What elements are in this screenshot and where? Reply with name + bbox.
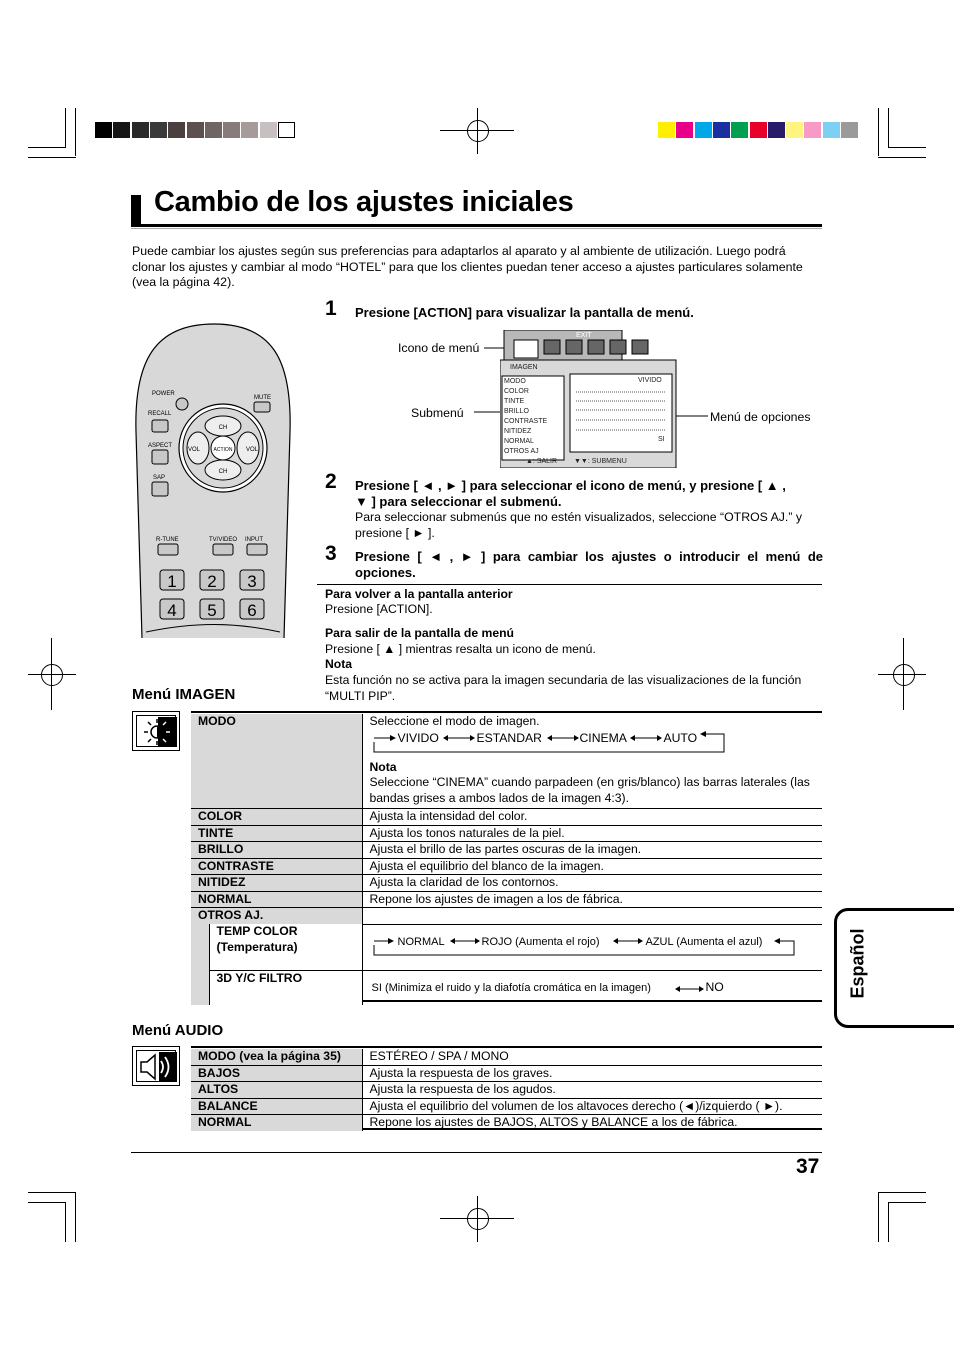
table-row (191, 1098, 822, 1115)
table-row (191, 1049, 822, 1065)
speaker-icon (136, 1050, 176, 1082)
audio-row-key: BALANCE (191, 1098, 362, 1115)
imagen-filtro-key: 3D Y/C FILTRO (209, 971, 362, 1006)
step-2-heading-line1: Presione [ ◄ , ► ] para seleccionar el icono de menú, y presione [ ▲ , (355, 478, 786, 493)
gray-swatch (260, 122, 277, 138)
imagen-table-top-rule (191, 711, 822, 713)
gray-swatch (132, 122, 149, 138)
osd-item: CONTRASTE (504, 418, 548, 425)
remote-sap-label: SAP (153, 475, 166, 481)
table-row (191, 809, 822, 826)
osd-footer-exit: ▲: SALIR (526, 458, 558, 465)
imagen-modo-desc: Seleccione el modo de imagen. (369, 714, 540, 728)
imagen-row-key: COLOR (191, 809, 362, 826)
table-row (191, 858, 822, 875)
imagen-row-value: Ajusta el equilibrio del blanco de la imagen. (362, 858, 822, 875)
color-swatch (841, 122, 858, 138)
osd-item: NITIDEZ (504, 428, 532, 435)
color-swatch (823, 122, 840, 138)
audio-table-top-rule (191, 1046, 822, 1048)
note-salir-body: Presione [ ▲ ] mientras resalta un icono de menú. (325, 642, 596, 656)
osd-value: VIVIDO (638, 377, 662, 384)
osd-value-si: SI (658, 436, 665, 443)
color-swatch (786, 122, 803, 138)
osd-item: BRILLO (504, 408, 529, 415)
imagen-temp-key-line1: TEMP COLOR (216, 924, 298, 938)
imagen-row-value: Ajusta los tonos naturales de la piel. (362, 825, 822, 842)
table-row (191, 908, 822, 925)
flow-auto: AUTO (663, 730, 698, 745)
table-row (191, 842, 822, 859)
gray-swatch (150, 122, 167, 138)
imagen-otros-value (362, 908, 822, 925)
imagen-heading: Menú IMAGEN (132, 686, 236, 703)
imagen-otros-key: OTROS AJ. (191, 908, 362, 925)
remote-vol-left-label: VOL (187, 447, 201, 453)
audio-icon-box (132, 1046, 180, 1086)
remote-rtune-label: R-TUNE (156, 537, 179, 543)
label-icono-menu: Icono de menú (398, 341, 480, 355)
step-3-number: 3 (325, 542, 337, 565)
remote-key-6: 6 (247, 601, 257, 620)
table-row (191, 971, 822, 1006)
language-tab-label: Español (847, 928, 868, 999)
step-2-heading (355, 478, 825, 510)
flow-cinema: CINEMA (579, 730, 627, 745)
osd-menu-screen (500, 330, 678, 468)
color-swatch (676, 122, 693, 138)
temp-normal: NORMAL (397, 935, 445, 948)
audio-row-key: ALTOS (191, 1082, 362, 1099)
imagen-temp-key-line2: (Temperatura) (216, 939, 298, 954)
table-row (191, 714, 822, 809)
flow-vivido: VIVIDO (397, 730, 439, 745)
table-row (191, 875, 822, 892)
osd-exit: EXIT (576, 332, 592, 339)
note-volver-heading: Para volver a la pantalla anterior (325, 587, 513, 601)
audio-row-value: Ajusta la respuesta de los agudos. (362, 1082, 822, 1099)
color-swatch (804, 122, 821, 138)
note-body: Esta función no se activa para la imagen secundaria de las visualizaciones de la función “MULTI PIP”. (325, 673, 802, 703)
table-row (191, 924, 822, 971)
audio-table (191, 1049, 822, 1131)
picture-icon (136, 715, 176, 747)
audio-row-key: MODO (vea la página 35) (191, 1049, 362, 1065)
imagen-modo-note-heading: Nota (369, 759, 397, 774)
label-menu-opciones: Menú de opciones (710, 410, 811, 424)
gray-swatch (95, 122, 112, 138)
imagen-table (191, 714, 822, 1005)
temp-rojo: ROJO (Aumenta el rojo) (481, 935, 600, 948)
gray-swatch (187, 122, 204, 138)
imagen-filtro-value (362, 971, 822, 1006)
flow-estandar: ESTANDAR (476, 730, 542, 745)
color-swatch (731, 122, 748, 138)
color-swatch (750, 122, 767, 138)
gray-swatch (168, 122, 185, 138)
label-submenu: Submenú (411, 406, 464, 420)
audio-row-key: NORMAL (191, 1115, 362, 1131)
gray-swatch (113, 122, 130, 138)
footer-rule (131, 1152, 822, 1153)
step-1-number: 1 (325, 297, 337, 320)
page-number: 37 (796, 1155, 820, 1178)
remote-tvvideo-label: TV/VIDEO (209, 537, 238, 543)
table-row (191, 1065, 822, 1082)
table-row (191, 825, 822, 842)
remote-key-2: 2 (207, 572, 217, 591)
filtro-no: NO (705, 980, 724, 994)
audio-row-value: Ajusta el equilibrio del volumen de los altavoces derecho (◄)/izquierdo ( ►). (362, 1098, 822, 1115)
imagen-icon-box (132, 711, 180, 751)
note-volver-body: Presione [ACTION]. (325, 602, 433, 616)
audio-row-value: Repone los ajustes de BAJOS, ALTOS y BALANCE a los de fábrica. (369, 1115, 738, 1129)
remote-ch-up-label: CH (218, 425, 228, 431)
table-row (191, 1082, 822, 1099)
gray-swatch (205, 122, 222, 138)
imagen-row-key: TINTE (191, 825, 362, 842)
audio-row-key: BAJOS (191, 1065, 362, 1082)
remote-aspect-label: ASPECT (148, 443, 173, 449)
imagen-temp-key (209, 924, 362, 971)
remote-key-1: 1 (167, 572, 177, 591)
imagen-modo-value (362, 714, 822, 809)
gray-swatch (278, 122, 295, 138)
imagen-row-key: NITIDEZ (191, 875, 362, 892)
note-heading: Nota (325, 657, 353, 671)
osd-item: OTROS AJ (504, 448, 539, 455)
imagen-row-key: NORMAL (191, 891, 362, 908)
remote-vol-right-label: VOL (245, 447, 259, 453)
remote-input-label: INPUT (245, 537, 263, 543)
note-salir-heading: Para salir de la pantalla de menú (325, 626, 514, 640)
gray-swatch (241, 122, 258, 138)
audio-row-value: ESTÉREO / SPA / MONO (362, 1049, 822, 1065)
filtro-si: SI (Minimiza el ruido y la diafotía cromática en la imagen) (371, 982, 651, 994)
remote-key-3: 3 (247, 572, 257, 591)
osd-header: IMAGEN (510, 364, 538, 371)
page-title: Cambio de los ajustes iniciales (154, 186, 574, 218)
imagen-modo-note: Seleccione “CINEMA” cuando parpadeen (en gris/blanco) las barras laterales (las bandas grises a ambos lados de la imagen 4:3). (369, 775, 810, 805)
imagen-temp-flow (370, 925, 816, 965)
table-row (191, 891, 822, 908)
step-2-body: Para seleccionar submenús que no estén visualizados, seleccione “OTROS AJ.” y presione [ ► ]. (355, 510, 803, 540)
remote-action-label: ACTION (213, 447, 233, 453)
notes-divider (317, 584, 822, 585)
step-1-heading: Presione [ACTION] para visualizar la pantalla de menú. (355, 305, 694, 320)
title-accent-bar (131, 195, 141, 226)
temp-azul: AZUL (Aumenta el azul) (645, 935, 763, 948)
color-swatch (768, 122, 785, 138)
title-underline-shadow (131, 228, 822, 229)
color-swatch (713, 122, 730, 138)
remote-ch-down-label: CH (218, 469, 228, 475)
color-swatch (658, 122, 675, 138)
title-underline (131, 224, 822, 227)
imagen-row-value: Repone los ajustes de imagen a los de fábrica. (362, 891, 822, 908)
remote-key-4: 4 (167, 601, 177, 620)
color-swatch (695, 122, 712, 138)
imagen-row-key: CONTRASTE (191, 858, 362, 875)
imagen-row-value: Ajusta la intensidad del color. (362, 809, 822, 826)
step-2-number: 2 (325, 470, 337, 493)
table-row (191, 1115, 822, 1131)
osd-footer-submenu: ▼▼: SUBMENU (574, 458, 627, 465)
remote-control-illustration (134, 322, 294, 640)
osd-item: COLOR (504, 388, 529, 395)
audio-heading: Menú AUDIO (132, 1022, 224, 1039)
imagen-row-value: Ajusta la claridad de los contornos. (362, 875, 822, 892)
gray-swatch (223, 122, 240, 138)
intro-paragraph: Puede cambiar los ajustes según sus preferencias para adaptarlos al aparato y al ambiente de utilización. Luego podrá clonar los ajustes y cambiar al modo “HOTEL” para que los clientes puedan tener acceso a ajustes particulares solamente (vea la página 42). (132, 244, 803, 289)
imagen-modo-flow (370, 730, 816, 754)
imagen-modo-key: MODO (191, 714, 362, 809)
audio-row-value: Ajusta la respuesta de los graves. (362, 1065, 822, 1082)
remote-recall-label: RECALL (148, 411, 172, 417)
osd-item: NORMAL (504, 438, 534, 445)
osd-item: TINTE (504, 398, 525, 405)
remote-mute-label: MUTE (254, 395, 271, 401)
osd-item: MODO (504, 378, 526, 385)
imagen-temp-value (362, 924, 822, 971)
remote-key-5: 5 (207, 601, 217, 620)
remote-power-label: POWER (152, 391, 175, 397)
step-3-heading: Presione [ ◄ , ► ] para cambiar los ajustes o introducir el menú de opciones. (355, 549, 823, 580)
imagen-row-value: Ajusta el brillo de las partes oscuras de la imagen. (362, 842, 822, 859)
step-2-heading-line2: ▼ ] para seleccionar el submenú. (355, 494, 562, 509)
imagen-row-key: BRILLO (191, 842, 362, 859)
